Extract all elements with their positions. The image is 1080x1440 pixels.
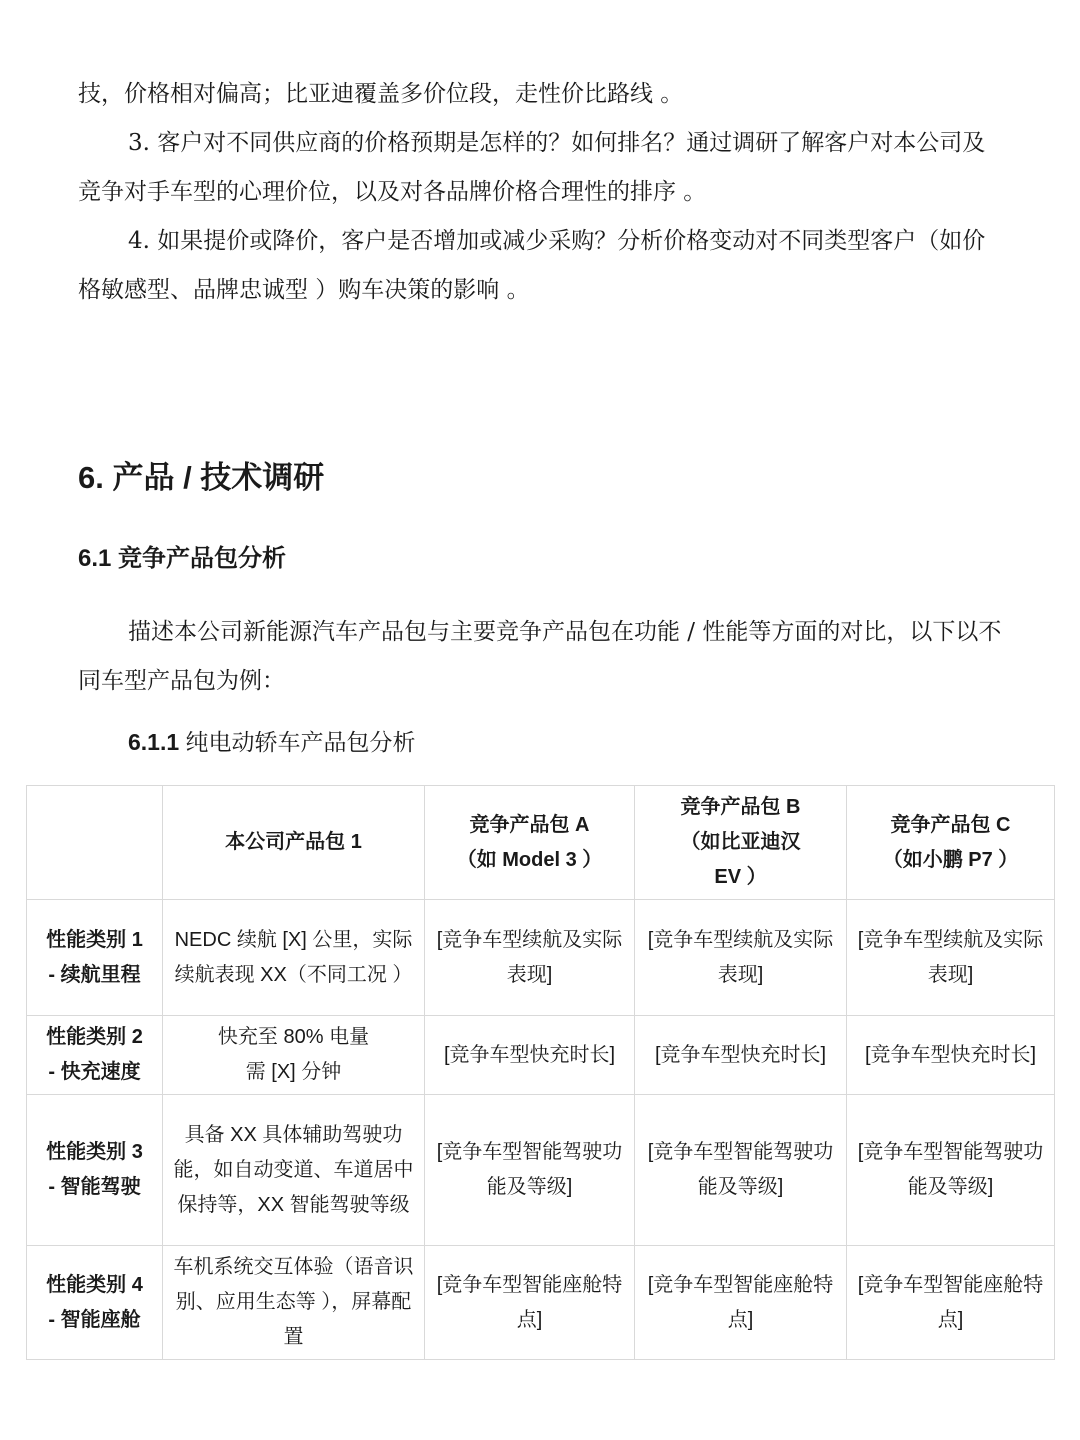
section-title: 6. 产品 / 技术调研 <box>78 460 325 495</box>
paragraph-question-3: 3. 客户对不同供应商的价格预期是怎样的？如何排名？通过调研了解客户对本公司及竞争对手车型的心理价位，以及对各品牌价格合理性的排序 。 <box>78 130 986 205</box>
cell-own-smart-cockpit: 车机系统交互体验（语音识别、应用生态等 ），屏幕配置 <box>163 1246 425 1360</box>
cell-a-smart-driving: [竞争车型智能驾驶功能及等级] <box>425 1095 635 1246</box>
row-label-fast-charge: 性能类别 2 - 快充速度 <box>27 1016 163 1095</box>
cell-own-fast-charge: 快充至 80% 电量 需 [X] 分钟 <box>163 1016 425 1095</box>
cell-b-smart-driving: [竞争车型智能驾驶功能及等级] <box>635 1095 847 1246</box>
cell-own-range: NEDC 续航 [X] 公里，实际续航表现 XX（不同工况 ） <box>163 900 425 1016</box>
cell-a-smart-cockpit: [竞争车型智能座舱特点] <box>425 1246 635 1360</box>
cell-c-fast-charge: [竞争车型快充时长] <box>847 1016 1055 1095</box>
cell-b-range: [竞争车型续航及实际表现] <box>635 900 847 1016</box>
section-description: 描述本公司新能源汽车产品包与主要竞争产品包在功能 / 性能等方面的对比，以下以不同车型产品包为例： <box>78 619 1002 694</box>
table-header-row <box>27 786 1055 900</box>
cell-own-smart-driving: 具备 XX 具体辅助驾驶功能，如自动变道、车道居中保持等，XX 智能驾驶等级 <box>163 1095 425 1246</box>
header-competitor-b: 竞争产品包 B （如比亚迪汉 EV ） <box>635 786 847 900</box>
table-row <box>27 1246 1055 1360</box>
cell-a-fast-charge: [竞争车型快充时长] <box>425 1016 635 1095</box>
header-own-package: 本公司产品包 1 <box>163 786 425 900</box>
subsubsection-title <box>128 724 416 757</box>
cell-c-range: [竞争车型续航及实际表现] <box>847 900 1055 1016</box>
header-empty-cell <box>27 786 163 900</box>
table-row <box>27 900 1055 1016</box>
header-competitor-c: 竞争产品包 C （如小鹏 P7 ） <box>847 786 1055 900</box>
row-label-smart-driving: 性能类别 3 - 智能驾驶 <box>27 1095 163 1246</box>
header-competitor-a: 竞争产品包 A （如 Model 3 ） <box>425 786 635 900</box>
cell-a-range: [竞争车型续航及实际表现] <box>425 900 635 1016</box>
subsubsection-number: 6.1.1 <box>128 729 180 755</box>
table-row <box>27 1016 1055 1095</box>
paragraph-pricing-summary: 技，价格相对偏高；比亚迪覆盖多价位段，走性价比路线 。 <box>78 81 684 107</box>
row-label-range: 性能类别 1 - 续航里程 <box>27 900 163 1016</box>
subsection-title: 6.1 竞争产品包分析 <box>78 545 287 572</box>
comparison-table <box>26 785 1055 1360</box>
paragraph-question-4: 4. 如果提价或降价，客户是否增加或减少采购？分析价格变动对不同类型客户（如价格敏感型、品牌忠诚型 ）购车决策的影响 。 <box>78 228 986 303</box>
cell-b-smart-cockpit: [竞争车型智能座舱特点] <box>635 1246 847 1360</box>
subsubsection-text: 纯电动轿车产品包分析 <box>185 729 416 755</box>
table-row <box>27 1095 1055 1246</box>
cell-c-smart-driving: [竞争车型智能驾驶功能及等级] <box>847 1095 1055 1246</box>
row-label-smart-cockpit: 性能类别 4 - 智能座舱 <box>27 1246 163 1360</box>
cell-c-smart-cockpit: [竞争车型智能座舱特点] <box>847 1246 1055 1360</box>
cell-b-fast-charge: [竞争车型快充时长] <box>635 1016 847 1095</box>
